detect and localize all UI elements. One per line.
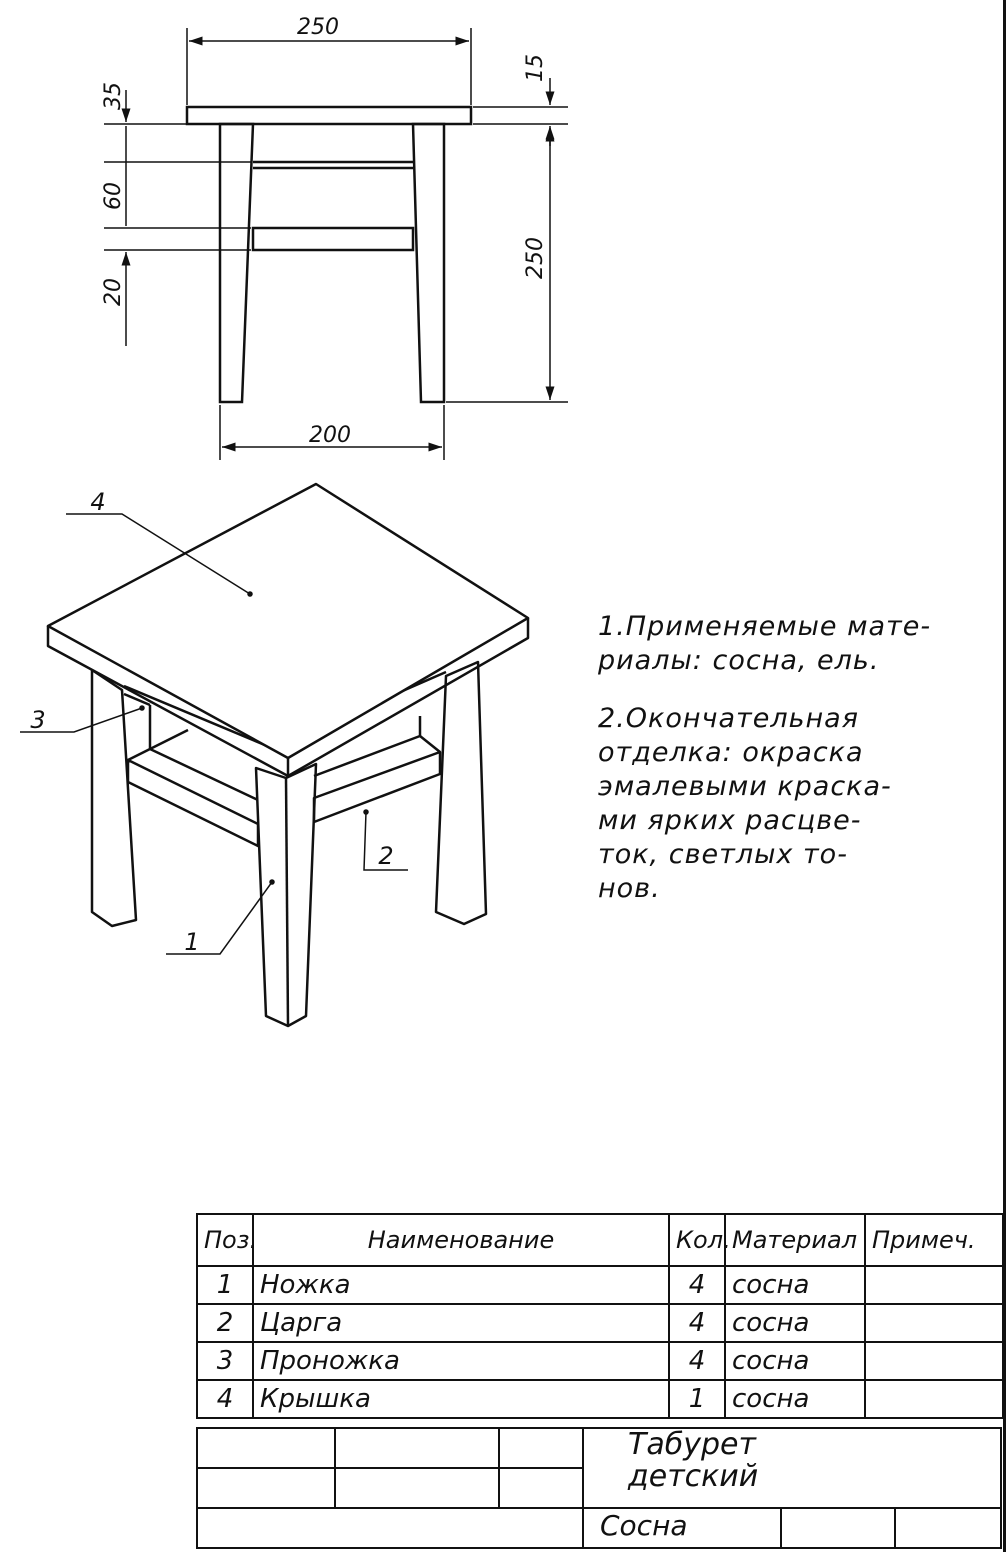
note-materials: 1.Применяемые мате- риалы: сосна, ель.: [598, 611, 932, 676]
title-block-cell: [334, 1427, 500, 1469]
header-quantity: Кол.: [669, 1214, 725, 1266]
title-block-cell: [196, 1467, 336, 1509]
row-name: Ножка: [253, 1266, 669, 1304]
header-material: Материал: [725, 1214, 865, 1266]
title-block-cell: [334, 1467, 500, 1509]
left-leg-front: [220, 124, 253, 402]
title-block-cell: [780, 1507, 896, 1549]
right-leg-front: [413, 124, 444, 402]
row-note: [865, 1304, 1003, 1342]
callout-3: 3: [30, 706, 46, 734]
table-row: [197, 1304, 1003, 1342]
stretcher-right: [314, 752, 440, 822]
row-note: [865, 1380, 1003, 1418]
back-left-leg: [92, 670, 136, 926]
dim-top-width: 250: [297, 15, 339, 40]
callout-2: 2: [378, 842, 394, 870]
title-block-cell: [894, 1507, 1002, 1549]
dim-stretcher-gap: 60: [101, 182, 126, 210]
row-position: 2: [197, 1304, 253, 1342]
row-note: [865, 1342, 1003, 1380]
header-name: Наименование: [253, 1214, 669, 1266]
row-quantity: 4: [669, 1266, 725, 1304]
seat-top-front: [187, 107, 471, 124]
front-view-dimension-labels: [101, 15, 548, 448]
row-position: 1: [197, 1266, 253, 1304]
title-block-cell: [498, 1427, 584, 1469]
dim-top-thickness: 15: [523, 54, 548, 82]
dim-bottom-width: 200: [309, 423, 351, 448]
spec-header-row: [197, 1214, 1003, 1266]
dim-apron-offset: 35: [101, 82, 126, 110]
row-quantity: 4: [669, 1304, 725, 1342]
row-position: 4: [197, 1380, 253, 1418]
row-position: 3: [197, 1342, 253, 1380]
front-view: [187, 107, 471, 402]
row-material: сосна: [725, 1380, 865, 1418]
title-block-cell: [196, 1507, 584, 1549]
table-row: [197, 1266, 1003, 1304]
stretcher-front: [253, 228, 413, 250]
table-row: [197, 1380, 1003, 1418]
row-material: сосна: [725, 1304, 865, 1342]
title-block: [196, 1427, 1002, 1549]
drawing-title: Табурет детский: [628, 1427, 759, 1494]
seat-top-iso: [48, 484, 528, 758]
table-row: [197, 1342, 1003, 1380]
callout-4: 4: [90, 488, 106, 516]
stretcher-left: [128, 760, 258, 846]
row-note: [865, 1266, 1003, 1304]
header-note: Примеч.: [865, 1214, 1003, 1266]
title-block-cell: [196, 1427, 336, 1469]
row-name: Крышка: [253, 1380, 669, 1418]
row-quantity: 1: [669, 1380, 725, 1418]
header-position: Поз.: [197, 1214, 253, 1266]
front-view-dimensions: [104, 28, 568, 460]
back-right-leg: [436, 662, 486, 924]
title-block-cell: [498, 1467, 584, 1509]
row-quantity: 4: [669, 1342, 725, 1380]
note-finishing: 2.Окончательная отделка: окраска эмалевыми краска- ми ярких расцве- ток, светлых то- нов.: [598, 703, 892, 904]
callout-1: 1: [184, 928, 200, 956]
dim-height: 250: [523, 237, 548, 279]
dim-stretcher-height: 20: [101, 278, 126, 306]
row-name: Проножка: [253, 1342, 669, 1380]
row-material: сосна: [725, 1342, 865, 1380]
drawing-material: Сосна: [600, 1509, 688, 1542]
row-material: сосна: [725, 1266, 865, 1304]
row-name: Царга: [253, 1304, 669, 1342]
technical-notes: [598, 610, 978, 930]
isometric-view: [48, 484, 528, 1026]
